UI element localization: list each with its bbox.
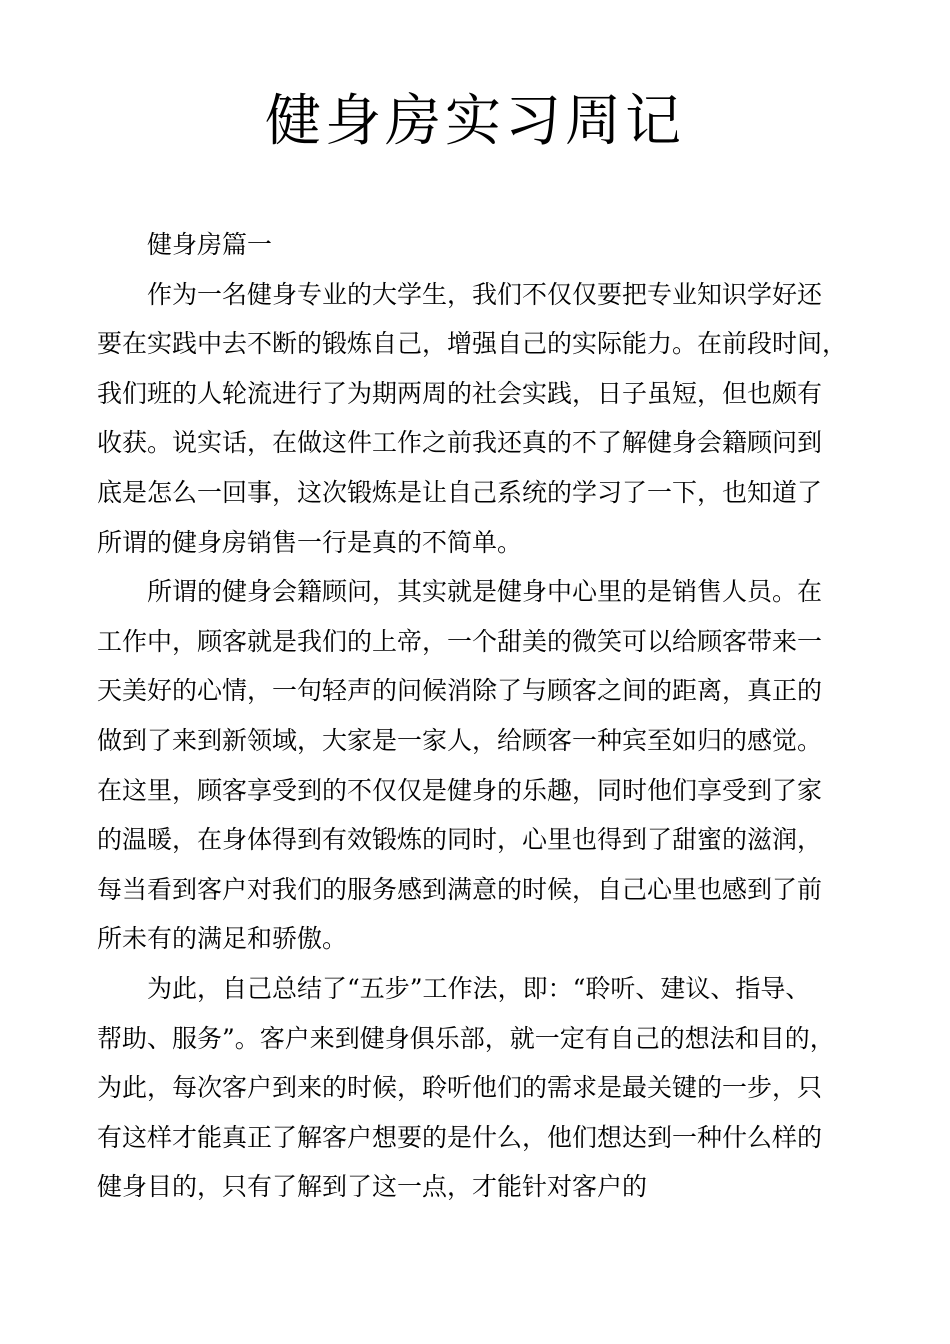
paragraph-line: 帮助、服务”。客户来到健身俱乐部，就一定有自己的想法和目的， [97, 1023, 835, 1053]
paragraph-line: 要在实践中去不断的锻炼自己，增强自己的实际能力。在前段时间， [97, 329, 848, 359]
paragraph-line: 底是怎么一回事，这次锻炼是让自己系统的学习了一下，也知道了 [97, 477, 823, 507]
paragraph-line: 健身目的，只有了解到了这一点，才能针对客户的 [97, 1172, 648, 1202]
paragraph-line: 有这样才能真正了解客户想要的是什么，他们想达到一种什么样的 [97, 1122, 823, 1152]
paragraph-line: 工作中，顾客就是我们的上帝，一个甜美的微笑可以给顾客带来一 [97, 626, 823, 656]
paragraph-line: 每当看到客户对我们的服务感到满意的时候，自己心里也感到了前 [97, 874, 823, 904]
paragraph-line: 作为一名健身专业的大学生，我们不仅仅要把专业知识学好还 [147, 279, 823, 309]
paragraph-line: 做到了来到新领域，大家是一家人，给顾客一种宾至如归的感觉。 [97, 725, 823, 755]
paragraph-line: 在这里，顾客享受到的不仅仅是健身的乐趣，同时他们享受到了家 [97, 775, 823, 805]
document-title: 健身房实习周记 [265, 89, 685, 154]
section-heading: 健身房篇一 [147, 230, 273, 259]
paragraph-line: 所谓的健身房销售一行是真的不简单。 [97, 527, 523, 557]
paragraph-line: 我们班的人轮流进行了为期两周的社会实践，日子虽短，但也颇有 [97, 378, 823, 408]
paragraph-line: 所谓的健身会籍顾问，其实就是健身中心里的是销售人员。在 [147, 577, 823, 607]
document-body [97, 220, 857, 1212]
paragraph-line: 收获。说实话，在做这件工作之前我还真的不了解健身会籍顾问到 [97, 428, 823, 458]
paragraph-line: 的温暖，在身体得到有效锻炼的同时，心里也得到了甜蜜的滋润， [97, 825, 823, 855]
paragraph-line: 所未有的满足和骄傲。 [97, 924, 348, 954]
paragraph-line: 为此，每次客户到来的时候，聆听他们的需求是最关键的一步，只 [97, 1073, 823, 1103]
paragraph-line: 为此，自己总结了“五步”工作法，即：“聆听、建议、指导、 [147, 973, 811, 1003]
paragraph-line: 天美好的心情，一句轻声的问候消除了与顾客之间的距离，真正的 [97, 676, 823, 706]
